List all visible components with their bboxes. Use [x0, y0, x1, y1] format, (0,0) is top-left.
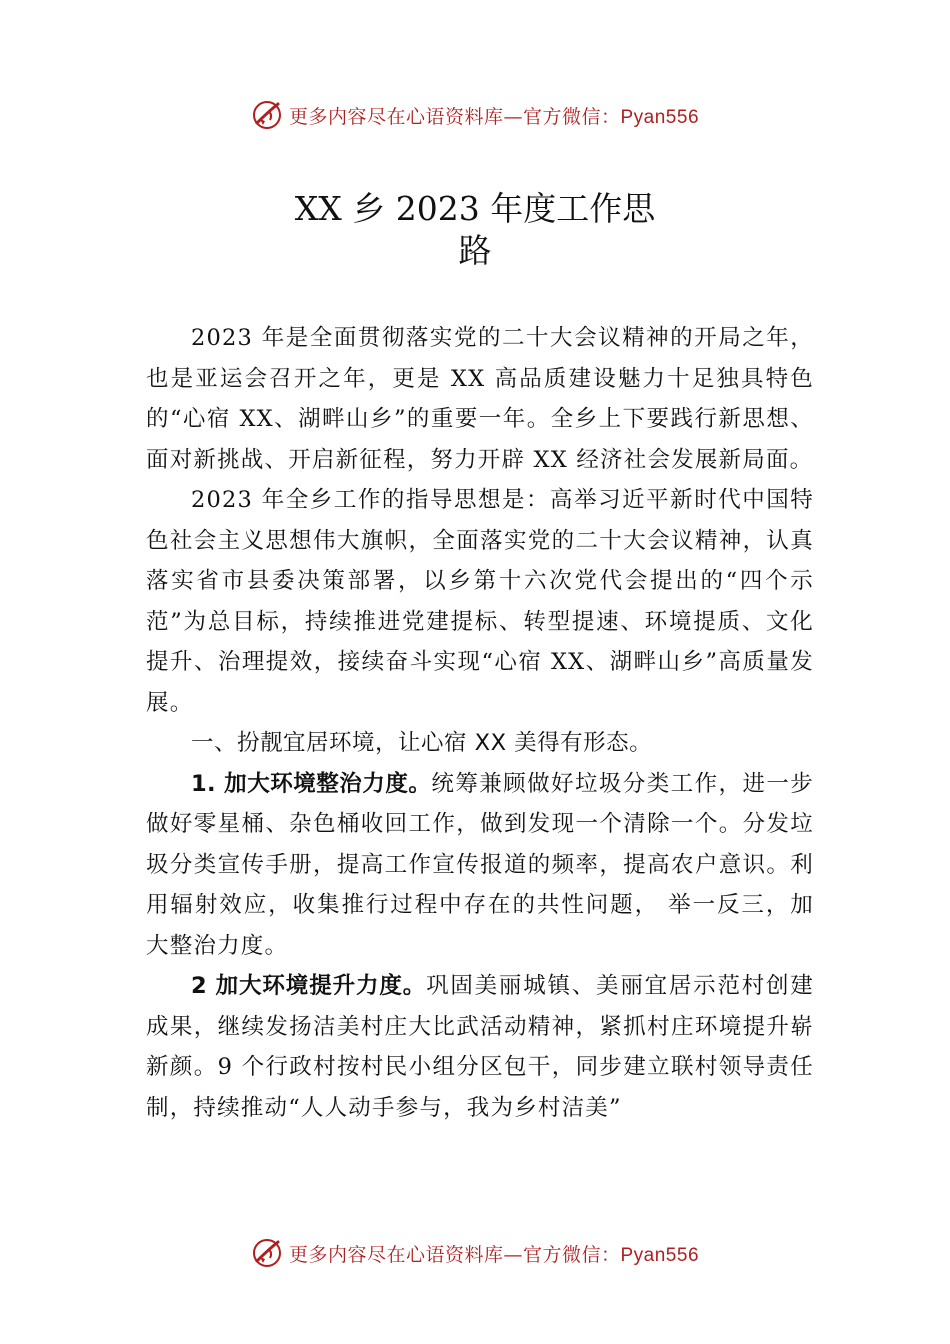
list-item-2: [146, 966, 814, 1128]
footer-banner: [0, 1233, 950, 1273]
banner-text: [289, 102, 699, 129]
banner-wechat-id: Pyan556: [620, 106, 700, 128]
paragraph-guiding-thought: 2023 年全乡工作的指导思想是：高举习近平新时代中国特色社会主义思想伟大旗帜，全面落实党的二十大会议精神，认真落实省市县委决策部署，以乡第十六次党代会提出的“四个示范”为总目标，持续推进党建提标、转型提速、环境提质、文化提升、治理提效，接续奋斗实现“心宿 XX、湖畔山乡”高质量发展。: [146, 487, 814, 716]
banner-slogan: 更多内容尽在心语资料库: [288, 105, 504, 128]
item-2-body: 巩固美丽城镇、美丽宜居示范村创建成果，继续发扬洁美村庄大比武活动精神，紧抓村庄环境提升崭新颜。9 个行政村按村民小组分区包干，同步建立联村领导责任制，持续推动“人人动手参与，我为乡村洁美”: [146, 973, 814, 1121]
banner-wechat-label: 官方微信：: [522, 105, 621, 128]
brush-logo-icon: [251, 1237, 283, 1269]
title-line-2: 路: [458, 231, 492, 270]
title-line-1: XX 乡 2023 年度工作思: [294, 189, 656, 228]
section-heading-1: 一、扮靓宜居环境，让心宿 XX 美得有形态。: [191, 730, 653, 756]
item-1-body: 统筹兼顾做好垃圾分类工作，进一步做好零星桶、杂色桶收回工作，做到发现一个清除一个。分发垃圾分类宣传手册，提高工作宣传报道的频率，提高农户意识。利用辐射效应，收集推行过程中存在的共性问题， 举一反三，加大整治力度。: [146, 770, 815, 959]
header-banner: [0, 95, 950, 135]
list-item-1: [146, 764, 814, 967]
document-body: [146, 318, 814, 1128]
banner-separator: —: [503, 1243, 523, 1266]
banner-wechat-id: Pyan556: [620, 1244, 700, 1266]
brush-logo-icon: [251, 99, 283, 131]
banner-slogan: 更多内容尽在心语资料库: [288, 1243, 504, 1266]
item-2-lead: 2 加大环境提升力度。: [191, 973, 427, 999]
banner-separator: —: [503, 105, 523, 128]
banner-text: [289, 1240, 699, 1267]
paragraph-intro: 2023 年是全面贯彻落实党的二十大会议精神的开局之年，也是亚运会召开之年，更是 XX 高品质建设魅力十足独具特色的“心宿 XX、湖畔山乡”的重要一年。全乡上下要践行新思想、面对新挑战、开启新征程，努力开辟 XX 经济社会发展新局面。: [146, 325, 814, 473]
document-title: [0, 188, 950, 272]
item-1-lead: 1. 加大环境整治力度。: [191, 770, 432, 797]
banner-wechat-label: 官方微信：: [522, 1243, 621, 1266]
